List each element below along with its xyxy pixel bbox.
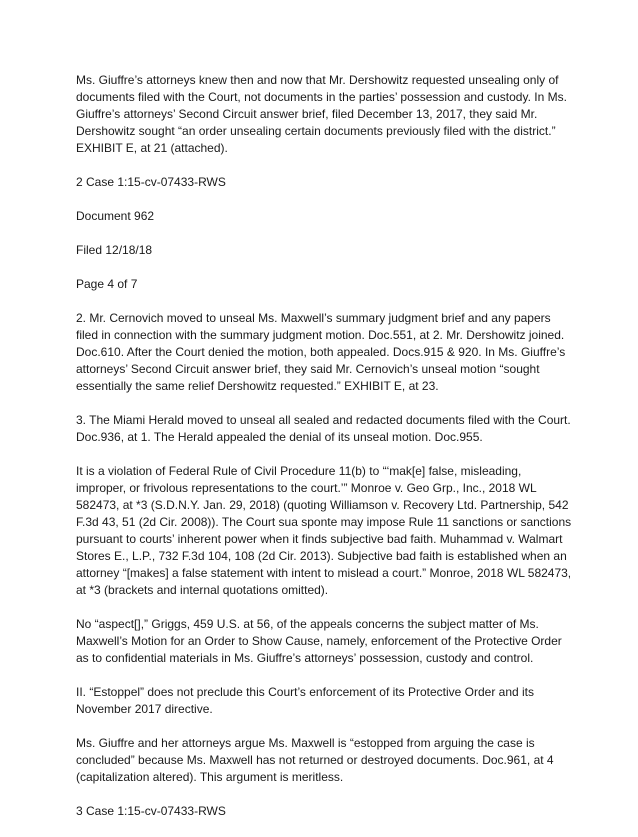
section-heading-estoppel: II. “Estoppel” does not preclude this Court’s enforcement of its Protective Order and its November 2017 directive. (76, 685, 534, 716)
page-header-case-number: 2 Case 1:15-cv-07433-RWS (76, 175, 226, 189)
page-footer-case-number: 3 Case 1:15-cv-07433-RWS (76, 804, 226, 818)
paragraph-miami-herald: 3. The Miami Herald moved to unseal all sealed and redacted documents filed with the Court. Doc.936, at 1. The Herald appealed the denial of its unseal motion. Doc.955. (76, 413, 571, 444)
page-header-page-number: Page 4 of 7 (76, 277, 138, 291)
paragraph-no-aspect: No “aspect[],” Griggs, 459 U.S. at 56, of the appeals concerns the subject matter of Ms. Maxwell’s Motion for an Order to Show Cause, namely, enforcement of the Protective Order as to confidential materials in Ms. Giuffre’s attorneys’ possession, custody and control. (76, 617, 562, 665)
paragraph-rule-11: It is a violation of Federal Rule of Civil Procedure 11(b) to “‘mak[e] false, misleading, improper, or frivolous representations to the court.’” Monroe v. Geo Grp., Inc., 2018 WL 582473, at *3 (S.D.N.Y. Jan. 29, 2018) (quoting Williamson v. Recovery Ltd. Partnership, 542 F.3d 43, 51 (2d Cir. 2008)). The Court sua sponte may impose Rule 11 sanctions or sanctions pursuant to courts’ inherent power when it finds subjective bad faith. Muhammad v. Walmart Stores E., L.P., 732 F.3d 104, 108 (2d Cir. 2013). Subjective bad faith is established when an attorney “[makes] a false statement with intent to mislead a court.” Monroe, 2018 WL 582473, at *3 (brackets and internal quotations omitted). (76, 464, 572, 597)
page-header-document-number: Document 962 (76, 209, 155, 223)
paragraph-dershowitz-unseal: Ms. Giuffre’s attorneys knew then and now that Mr. Dershowitz requested unsealing only of documents filed with the Court, not documents in the parties’ possession and custody. In Ms. Giuffre’s attorneys’ Second Circuit answer brief, filed December 13, 2017, they said Mr. Dershowitz sought “an order unsealing certain documents previously filed with the district.” EXHIBIT E, at 21 (attached). (76, 73, 567, 155)
paragraph-cernovich-unseal: 2. Mr. Cernovich moved to unseal Ms. Maxwell’s summary judgment brief and any papers filed in connection with the summary judgment motion. Doc.551, at 2. Mr. Dershowitz joined. Doc.610. After the Court denied the motion, both appealed. Docs.915 & 920. In Ms. Giuffre’s attorneys’ Second Circuit answer brief, they said Mr. Cernovich’s unseal motion “sought essentially the same relief Dershowitz requested.” EXHIBIT E, at 23. (76, 311, 566, 393)
document-page (76, 72, 574, 837)
page-header-filed-date: Filed 12/18/18 (76, 243, 153, 257)
paragraph-estoppel-argument: Ms. Giuffre and her attorneys argue Ms. Maxwell is “estopped from arguing the case is concluded” because Ms. Maxwell has not returned or destroyed documents. Doc.961, at 4 (capitalization altered). This argument is meritless. (76, 736, 554, 784)
